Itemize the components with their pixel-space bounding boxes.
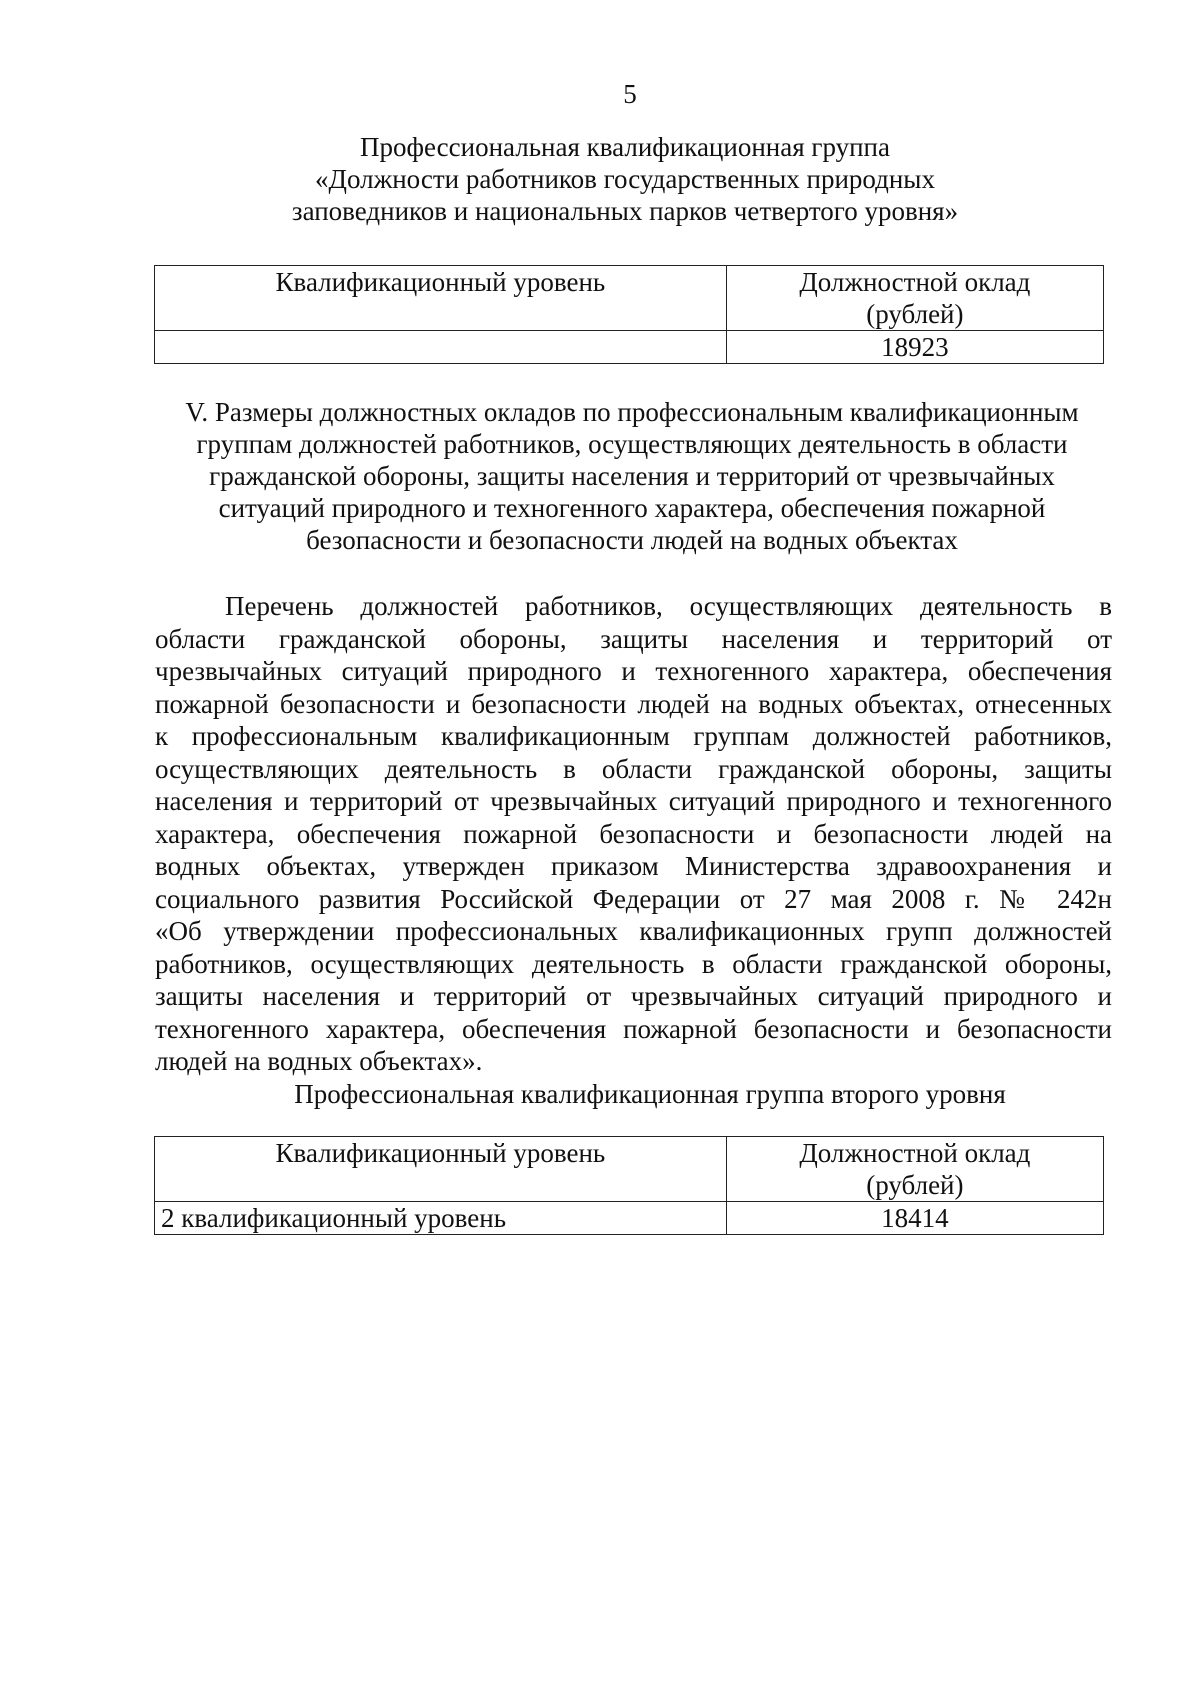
- paragraph-line: характера, обеспечения пожарной безопасности и безопасности людей на: [155, 818, 1112, 849]
- group-heading-fourth-level: [150, 131, 1100, 227]
- heading-line: Профессиональная квалификационная группа второго уровня: [294, 1079, 1006, 1109]
- header-salary: [726, 1137, 1103, 1202]
- header-qualification-level: Квалификационный уровень: [155, 1137, 727, 1202]
- heading-line: заповедников и национальных парков четвертого уровня»: [291, 196, 959, 226]
- heading-line: ситуаций природного и техногенного характера, обеспечения пожарной: [218, 493, 1046, 523]
- heading-line: Профессиональная квалификационная группа: [360, 132, 890, 162]
- paragraph-line: чрезвычайных ситуаций природного и техногенного характера, обеспечения: [155, 656, 1112, 686]
- cell-salary: 18414: [726, 1202, 1103, 1235]
- paragraph-line: населения и территорий от чрезвычайных ситуаций природного и техногенного: [155, 786, 1112, 816]
- table-row: [155, 331, 1104, 364]
- cell-qualification-level: 2 квалификационный уровень: [155, 1202, 727, 1235]
- table-header-row: [155, 266, 1104, 331]
- heading-line: «Должности работников государственных природных: [315, 164, 935, 194]
- paragraph-line: Перечень должностей работников, осуществляющих деятельность в: [225, 591, 1112, 621]
- paragraph-line: людей на водных объектах».: [155, 1046, 483, 1076]
- paragraph-line: работников, осуществляющих деятельность в области гражданской обороны,: [155, 948, 1112, 979]
- paragraph-line: защиты населения и территорий от чрезвычайных ситуаций природного и: [155, 981, 1112, 1011]
- heading-line: гражданской обороны, защиты населения и территорий от чрезвычайных: [209, 461, 1055, 491]
- paragraph-line: области гражданской обороны, защиты населения и территорий от: [155, 623, 1112, 654]
- heading-line: V. Размеры должностных окладов по профессиональным квалификационным: [185, 397, 1079, 427]
- header-salary: [726, 266, 1103, 331]
- header-salary-line: Должностной оклад: [799, 267, 1031, 297]
- heading-line: безопасности и безопасности людей на водных объектах: [306, 525, 958, 555]
- table-row: [155, 1202, 1104, 1235]
- salary-table-second-level: [154, 1136, 1104, 1235]
- paragraph-line: «Об утверждении профессиональных квалификационных групп должностей: [155, 916, 1112, 946]
- heading-line: группам должностей работников, осуществляющих деятельность в области: [196, 429, 1068, 459]
- paragraph-line: водных объектах, утвержден приказом Министерства здравоохранения и: [155, 851, 1112, 881]
- header-salary-unit: (рублей): [866, 1170, 964, 1200]
- body-paragraph: [155, 590, 1112, 1078]
- cell-qualification-level: [155, 331, 727, 364]
- paragraph-line: социального развития Российской Федерации от 27 мая 2008 г. № 242н: [155, 883, 1112, 914]
- section-v-heading: [158, 396, 1106, 556]
- salary-table-fourth-level: [154, 265, 1104, 364]
- group-heading-second-level: [200, 1078, 1100, 1110]
- table-header-row: [155, 1137, 1104, 1202]
- paragraph-line: осуществляющих деятельность в области гражданской обороны, защиты: [155, 753, 1112, 784]
- header-salary-line: Должностной оклад: [799, 1138, 1031, 1168]
- header-qualification-level: Квалификационный уровень: [155, 266, 727, 331]
- page-number: 5: [623, 79, 637, 109]
- header-salary-unit: (рублей): [866, 299, 964, 329]
- cell-salary: 18923: [726, 331, 1103, 364]
- paragraph-line: пожарной безопасности и безопасности людей на водных объектах, отнесенных: [155, 688, 1112, 719]
- paragraph-line: техногенного характера, обеспечения пожарной безопасности и безопасности: [155, 1013, 1112, 1044]
- paragraph-line: к профессиональным квалификационным группам должностей работников,: [155, 721, 1112, 751]
